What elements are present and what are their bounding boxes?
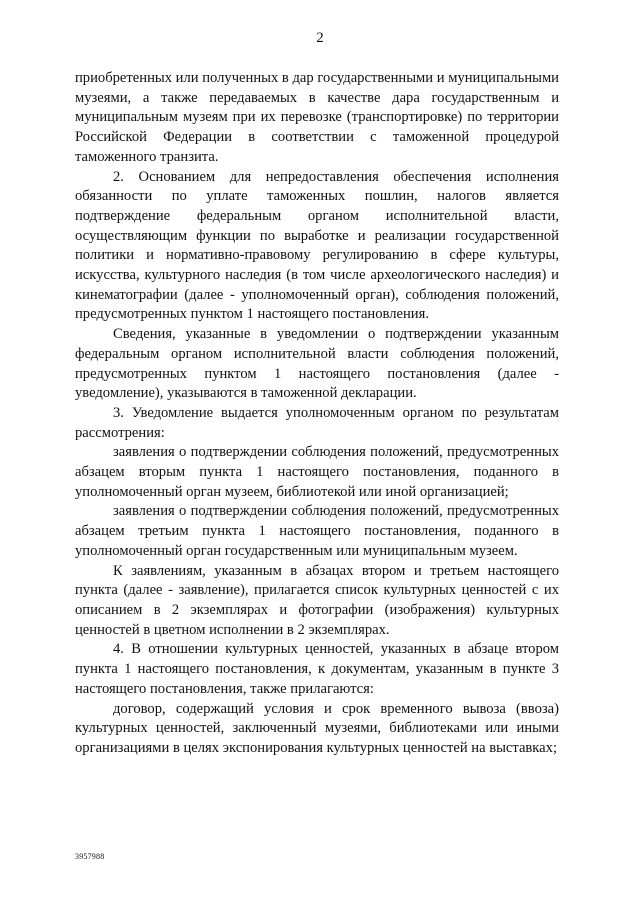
paragraph-item-3: 3. Уведомление выдается уполномоченным органом по результатам рассмотрения: xyxy=(75,404,559,441)
paragraph-item-2: 2. Основанием для непредоставления обеспечения исполнения обязанности по уплате таможенных пошлин, налогов является подтверждение федеральным органом исполнительной власти, осуществляющим функции по выработке и реализации государственной политики и нормативно-правовому регулированию в сфере культуры, искусства, культурного наследия (в том числе археологического наследия) и кинематографии (далее - уполномоченный орган), соблюдения положений, предусмотренных пунктом 1 настоящего постановления. xyxy=(75,168,559,323)
paragraph-contract: договор, содержащий условия и срок временного вывоза (ввоза) культурных ценностей, заключенный музеями, библиотеками или иными организациями в целях экспонирования культурных ценностей на выставках; xyxy=(75,700,559,756)
paragraph-notification-details: Сведения, указанные в уведомлении о подтверждении указанным федеральным органом исполнительной власти соблюдения положений, предусмотренных пунктом 1 настоящего постановления (далее - уведомление), указываются в таможенной декларации. xyxy=(75,326,559,402)
document-body xyxy=(75,69,559,759)
paragraph-application-2: заявления о подтверждении соблюдения положений, предусмотренных абзацем третьим пункта 1 настоящего постановления, поданного в уполномоченный орган государственным или муниципальным музеем. xyxy=(75,503,559,559)
paragraph-attachments: К заявлениям, указанным в абзацах втором и третьем настоящего пункта (далее - заявление), прилагается список культурных ценностей с их описанием в 2 экземплярах и фотографии (изображения) культурных ценностей в цветном исполнении в 2 экземплярах. xyxy=(75,562,559,638)
paragraph-application-1: заявления о подтверждении соблюдения положений, предусмотренных абзацем вторым пункта 1 настоящего постановления, поданного в уполномоченный орган музеем, библиотекой или иной организацией; xyxy=(75,444,559,500)
page-number: 2 xyxy=(316,30,324,46)
paragraph-item-4: 4. В отношении культурных ценностей, указанных в абзаце втором пункта 1 настоящего постановления, к документам, указанным в пункте 3 настоящего постановления, также прилагаются: xyxy=(75,641,559,697)
paragraph-continuation: приобретенных или полученных в дар государственными и муниципальными музеями, а также передаваемых в качестве дара государственным и муниципальным музеям при их перевозке (транспортировке) по территории Российской Федерации в соответствии с таможенной процедурой таможенного транзита. xyxy=(75,70,559,165)
document-id: 3957988 xyxy=(75,852,105,861)
